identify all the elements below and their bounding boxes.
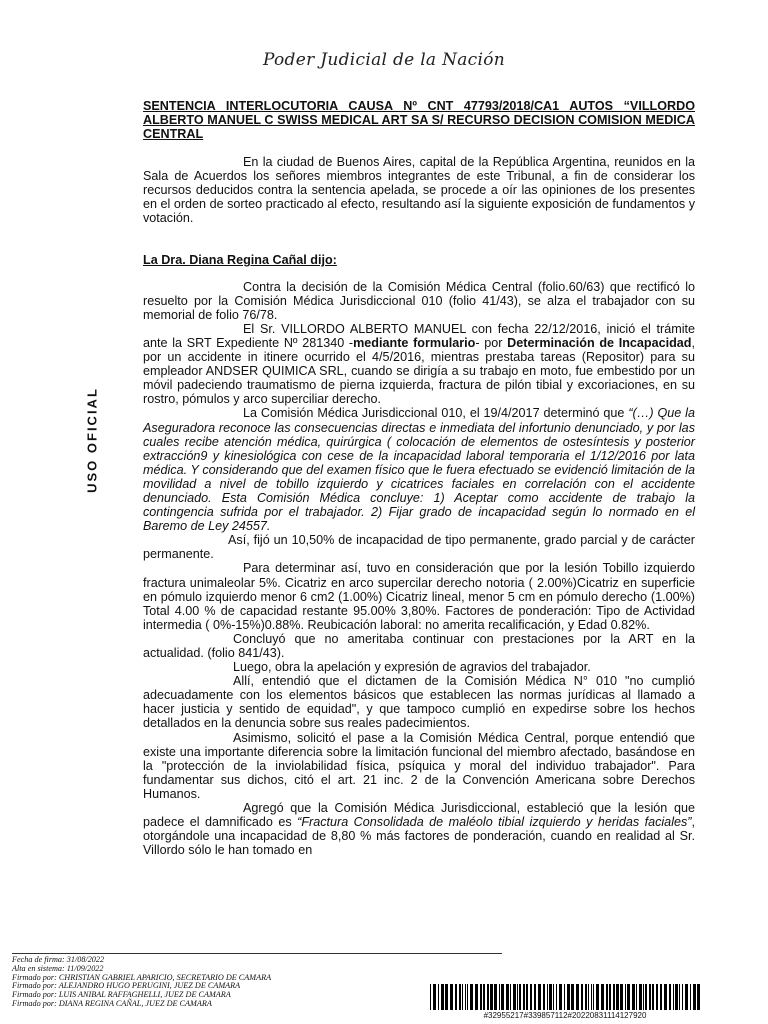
paragraph-9: Asimismo, solicitó el pase a la Comisión Médica Central, porque entendió que existe una importante diferencia sobre la limitación funcional del miembro afectado, basándose en la "protección de la inviolabilidad física, psíquica y moral del individuo trabajador". Para fundamentar sus dichos, citó el art. 21 inc. 2 de la Convención Americana sobre Derechos Humanos. — [143, 730, 695, 801]
p2-bold-formulario: mediante formulario — [353, 335, 476, 350]
paragraph-2 — [143, 322, 695, 407]
footer-divider — [12, 953, 502, 954]
paragraph-6: Concluyó que no ameritaba continuar con prestaciones por la ART en la actualidad. (folio 841/43). — [143, 631, 695, 660]
p10-text-c: , otorgándole una incapacidad de 8,80 % más factores de ponderación, cuando en realidad al Sr. Villordo sólo le han tomado en — [143, 815, 695, 858]
paragraph-3 — [143, 406, 695, 533]
p2-text-c: - por — [475, 335, 508, 350]
p2-bold-determinacion: Determinación de Incapacidad — [507, 335, 692, 350]
signature-line: Alta en sistema: 11/09/2022 — [12, 963, 104, 973]
page-header-title: Poder Judicial de la Nación — [262, 50, 506, 70]
paragraph-5: Para determinar así, tuvo en consideración que por la lesión Tobillo izquierdo fractura unimaleolar 5%. Cicatriz en arco supercilar derecho notoria ( 2.00%)Cicatriz en superficie en pómulo izquierdo menor 6 cm2 (1.00%) Cicatriz lineal, menor 5 cm en pómulo derecho (1.00%) Total 4.00 % de capacidad restante 95.00% 3,80%. Factores de ponderación: Tipo de Actividad intermedia ( 0%-15%)0.88%. Reubicación laboral: no amerita recalificación, y Edad 0.82%. — [143, 561, 695, 632]
barcode-number: #32955217#339857112#20220831114127920 — [483, 1011, 647, 1020]
signature-line: Fecha de firma: 31/08/2022 — [12, 955, 105, 964]
intro-paragraph: En la ciudad de Buenos Aires, capital de la República Argentina, reunidos en la Sala de Acuerdos los señores miembros integrantes de este Tribunal, a fin de considerar los recursos deducidos contra la sentencia apelada, se procede a oír las opiniones de los presentes en el orden de sorteo practicado al efecto, resultando así la siguiente exposición de fundamentos y votación. — [143, 155, 695, 226]
signature-line: Firmado por: ALEJANDRO HUGO PERUGINI, JUEZ DE CAMARA — [12, 981, 241, 991]
uso-oficial-label: USO OFICIAL — [84, 387, 100, 493]
p3-quote: “(…) Que la Aseguradora reconoce las consecuencias directas e inmediata del infortunio denunciado, y por las cuales recibe atención médica, quirúrgica ( colocación de elementos de ostesíntesis y posterior extracción9 y kinesiológica con cese de la incapacidad laboral temporaria el 1/12/2016 por lata médica. Y considerando que del examen físico que le fuera efectuado se evidenció limitación de la movilidad a nivel de tobillo izquierdo y cicatrices faciales en correlación con el accidente denunciado. Esta Comisión Médica concluye: 1) Aceptar como accidente de trabajo la contingencia sufrida por el trabajador. 2) Fijar grado de incapacidad según lo normado en el Baremo de Ley 24557. — [143, 406, 695, 534]
signature-line: Firmado por: LUIS ANIBAL RAFFAGHELLI, JUEZ DE CAMARA — [12, 990, 231, 1000]
paragraph-4: Así, fijó un 10,50% de incapacidad de tipo permanente, grado parcial y de carácter permanente. — [143, 533, 695, 562]
judge-heading: La Dra. Diana Regina Cañal dijo: — [143, 253, 337, 268]
p3-text-a: La Comisión Médica Jurisdiccional 010, el 19/4/2017 determinó que — [243, 406, 629, 421]
paragraph-1: Contra la decisión de la Comisión Médica Central (folio.60/63) que rectificó lo resuelto por la Comisión Médica Jurisdiccional 010 (folio 41/43), se alza el trabajador con su memorial de folio 76/78. — [143, 279, 695, 322]
paragraph-7: Luego, obra la apelación y expresión de agravios del trabajador. — [233, 660, 591, 675]
document-body — [143, 99, 695, 857]
p10-quote: “Fractura Consolidada de maléolo tibial izquierdo y heridas faciales” — [297, 815, 692, 830]
barcode-image — [430, 984, 700, 1010]
paragraph-8: Allí, entendió que el dictamen de la Comisión Médica N° 010 "no cumplió adecuadamente con los elementos básicos que establecen las normas jurídicas al llamado a hacer justicia y sentido de equidad", y que tampoco cumplió en expedirse sobre los hechos detallados en la denuncia sobre sus reales padecimientos. — [143, 674, 695, 731]
p2-text-a: El Sr. VILLORDO ALBERTO MANUEL con fecha 22/12/2016, inició el trámite ante la SRT Expediente Nº 281340 - — [143, 321, 695, 350]
p10-text-a: Agregó que la Comisión Médica Jurisdiccional, estableció que la lesión que padece el damnificado es — [143, 801, 695, 830]
signature-line: Firmado por: DIANA REGINA CAÑAL, JUEZ DE CAMARA — [12, 998, 212, 1008]
signature-line: Firmado por: CHRISTIAN GABRIEL APARICIO, SECRETARIO DE CAMARA — [12, 972, 272, 982]
paragraph-10 — [143, 801, 695, 857]
p2-text-e: , por un accidente in itinere ocurrido el 4/5/2016, mientras prestaba tareas (Repositor) para su empleador ANDSER QUIMICA SRL, cuando se dirigía a su trabajo en moto, fue embestido por un móvil padeciendo traumatismo de pierna izquierda, fractura de pilón tibial y excoriaciones, en su rostro, pómulos y arco superciliar derecho. — [143, 335, 695, 407]
signature-block — [12, 956, 271, 1009]
case-caption: SENTENCIA INTERLOCUTORIA CAUSA Nº CNT 47793/2018/CA1 AUTOS “VILLORDO ALBERTO MANUEL C SWISS MEDICAL ART SA S/ RECURSO DECISION COMISION MEDICA CENTRAL — [143, 99, 695, 141]
